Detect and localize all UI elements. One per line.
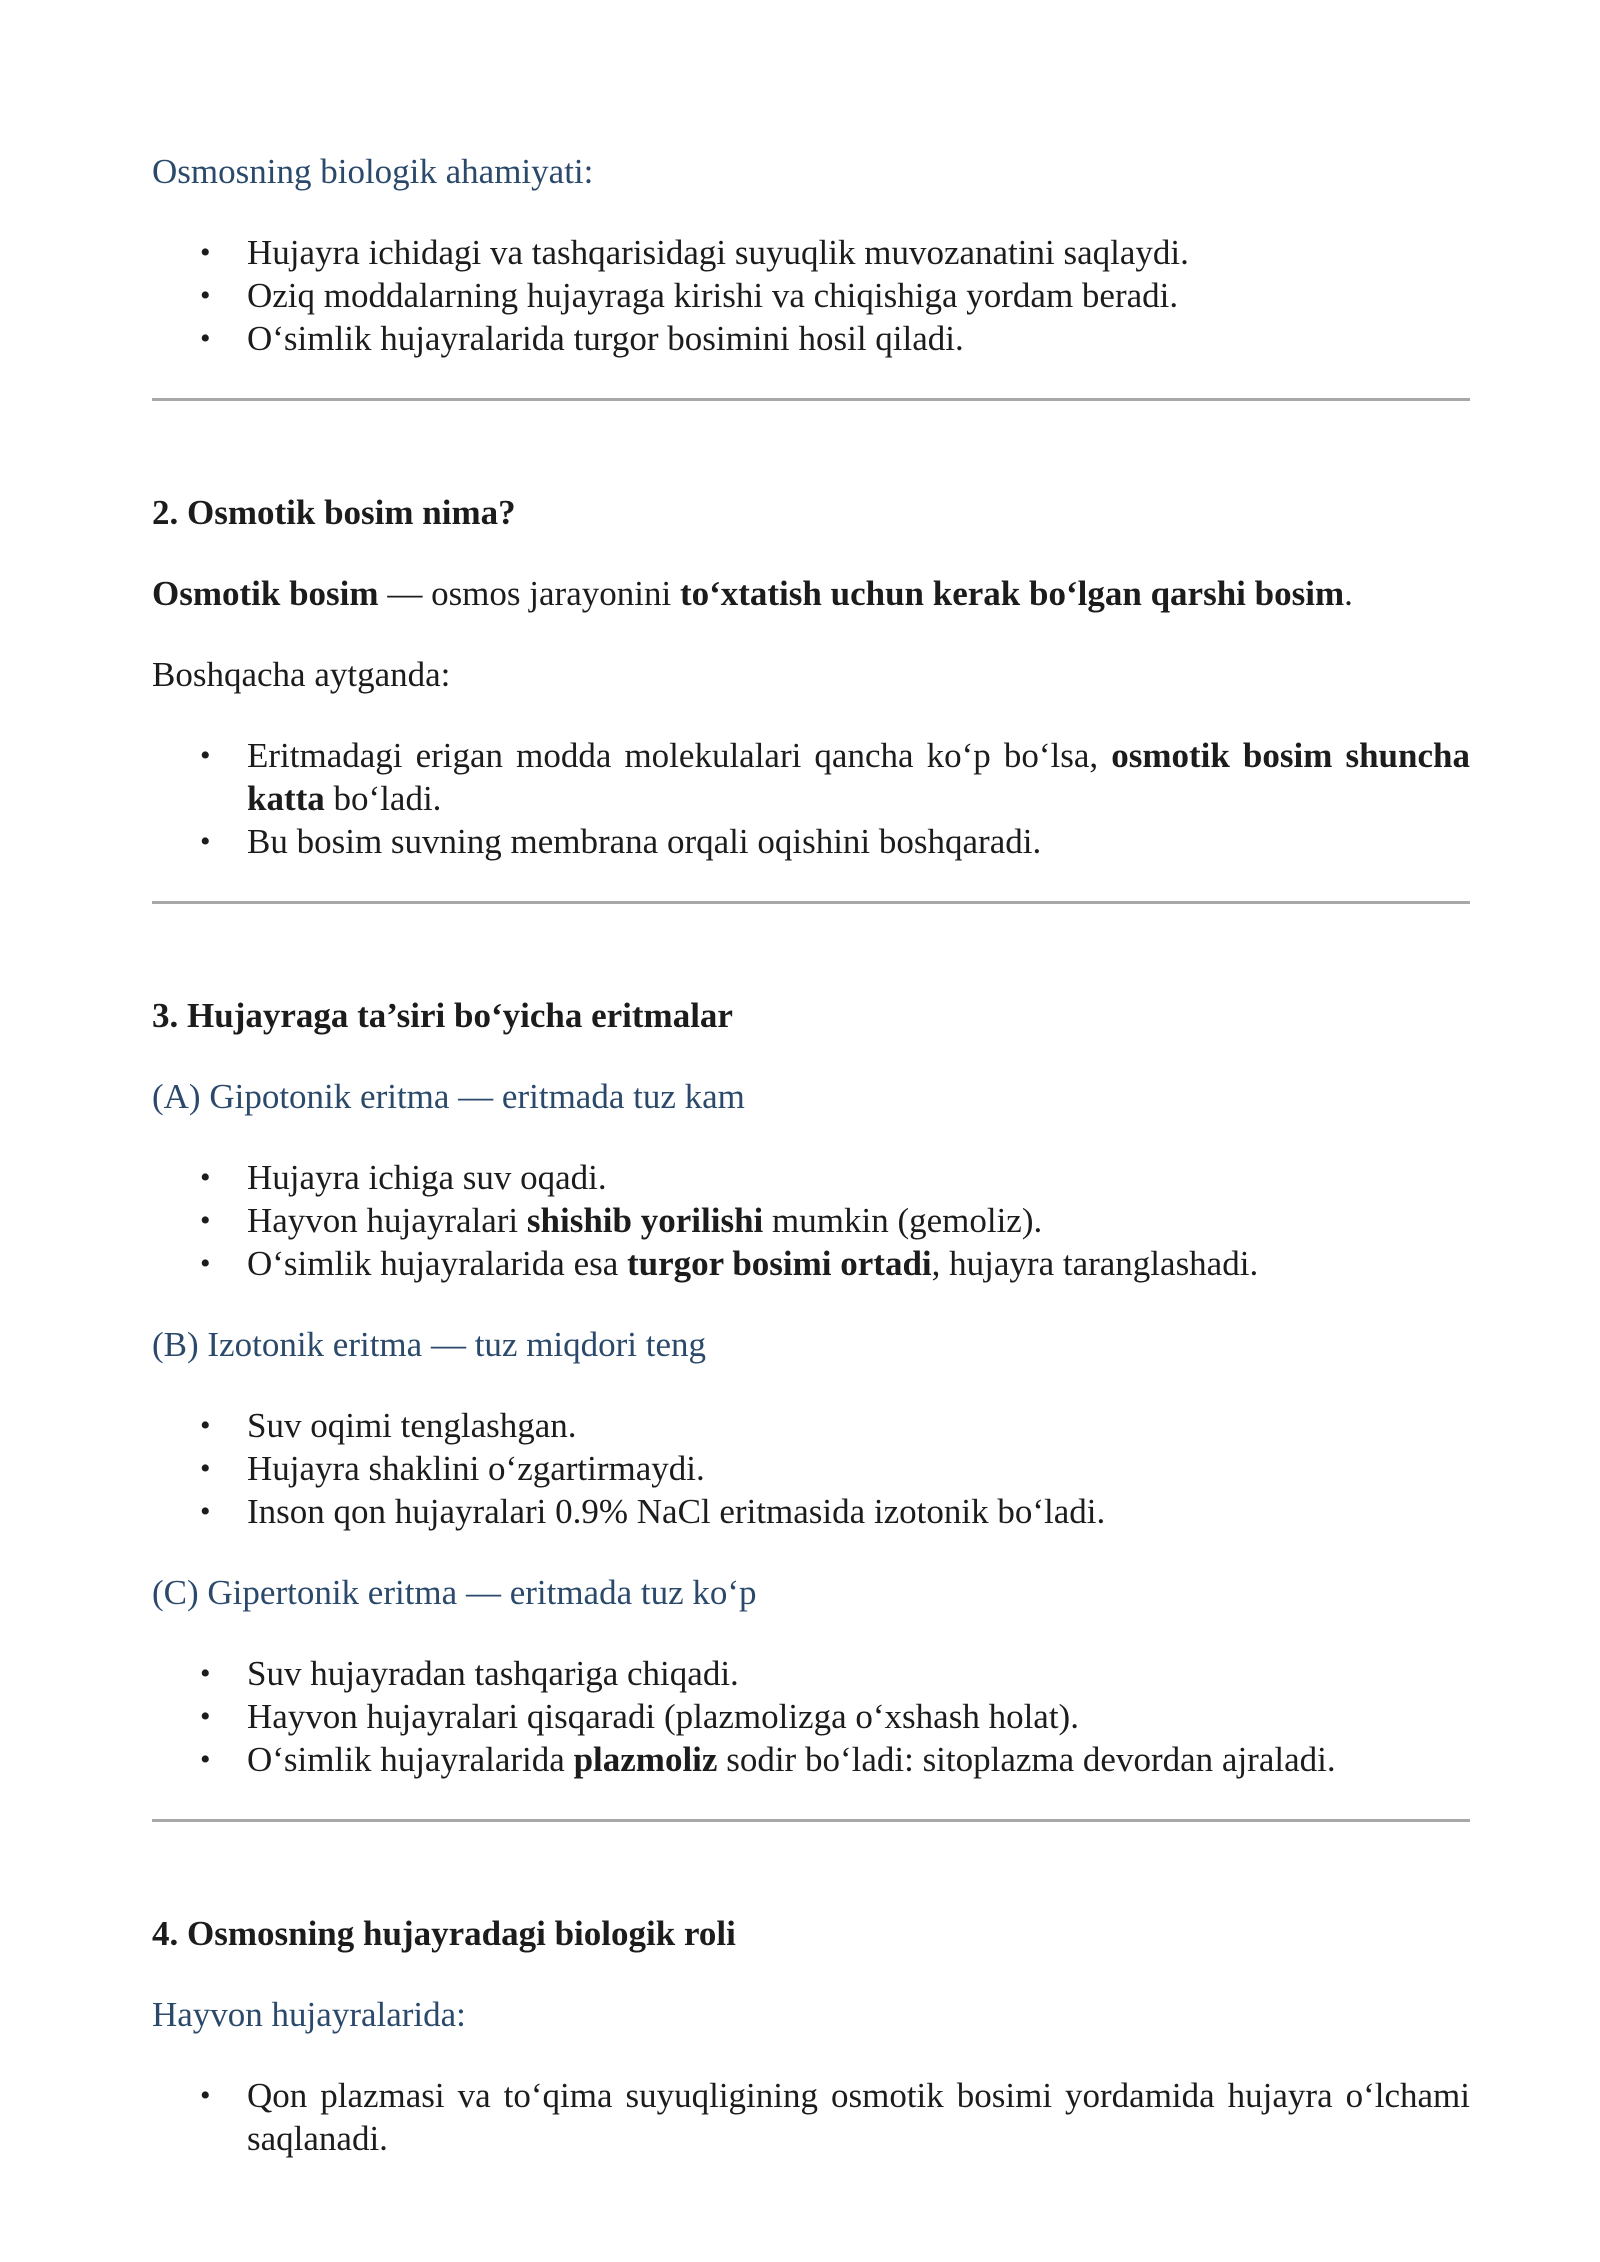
list-item: • O‘simlik hujayralarida turgor bosimini hosil qiladi.: [200, 319, 964, 358]
list-item: • Qon plazmasi va to‘qima suyuqligining osmotik bosimi yordamida hujayra o‘lchami saqlanadi.: [200, 2076, 1470, 2158]
list-item: • Suv oqimi tenglashgan.: [200, 1406, 577, 1445]
bullet-dot-icon: •: [200, 322, 211, 355]
definition-paragraph: Osmotik bosim — osmos jarayonini to‘xtatish uchun kerak bo‘lgan qarshi bosim.: [152, 574, 1353, 613]
horizontal-divider: [152, 398, 1470, 401]
list-item: • Inson qon hujayralari 0.9% NaCl eritmasida izotonik bo‘ladi.: [200, 1492, 1106, 1531]
bullet-dot-icon: •: [200, 739, 211, 772]
section-heading-biological-role: 4. Osmosning hujayradagi biologik roli: [152, 1914, 736, 1953]
section-heading-osmotic-pressure: 2. Osmotik bosim nima?: [152, 493, 516, 532]
document-content: [152, 150, 1470, 2160]
subheading-hypertonic: (C) Gipertonik eritma — eritmada tuz ko‘p: [152, 1573, 757, 1612]
definition-bold: to‘xtatish uchun kerak bo‘lgan qarshi bosim: [679, 574, 1345, 613]
bullet-dot-icon: •: [200, 1743, 211, 1776]
list-item: • Hujayra ichiga suv oqadi.: [200, 1158, 607, 1197]
subheading-biological-significance: Osmosning biologik ahamiyati:: [152, 152, 594, 191]
subheading-animal-cells: Hayvon hujayralarida:: [152, 1995, 466, 2034]
list-item: • Suv hujayradan tashqariga chiqadi.: [200, 1654, 739, 1693]
list-item: • Bu bosim suvning membrana orqali oqishini boshqaradi.: [200, 822, 1042, 861]
list-item: • Hayvon hujayralari qisqaradi (plazmolizga o‘xshash holat).: [200, 1697, 1079, 1736]
bullet-dot-icon: •: [200, 1409, 211, 1442]
list-item: • Eritmadagi erigan modda molekulalari qancha ko‘p bo‘lsa, osmotik bosim shuncha katta bo‘ladi.: [200, 736, 1470, 818]
subheading-hypotonic: (A) Gipotonik eritma — eritmada tuz kam: [152, 1077, 745, 1116]
bullet-list-osmotic-pressure: [152, 734, 1470, 863]
list-item: • Hayvon hujayralari shishib yorilishi mumkin (gemoliz).: [200, 1201, 1043, 1240]
horizontal-divider: [152, 1819, 1470, 1822]
definition-term: Osmotik bosim: [152, 574, 379, 613]
bullet-list-isotonic: [152, 1404, 1470, 1533]
bullet-dot-icon: •: [200, 1161, 211, 1194]
list-item: • O‘simlik hujayralarida plazmoliz sodir bo‘ladi: sitoplazma devordan ajraladi.: [200, 1740, 1336, 1779]
bullet-dot-icon: •: [200, 1452, 211, 1485]
bullet-dot-icon: •: [200, 825, 211, 858]
subheading-isotonic: (B) Izotonik eritma — tuz miqdori teng: [152, 1325, 707, 1364]
bullet-list-significance: [152, 231, 1470, 360]
bullet-dot-icon: •: [200, 1204, 211, 1237]
bullet-dot-icon: •: [200, 1247, 211, 1280]
bullet-dot-icon: •: [200, 1657, 211, 1690]
bullet-dot-icon: •: [200, 1700, 211, 1733]
horizontal-divider: [152, 901, 1470, 904]
bullet-dot-icon: •: [200, 236, 211, 269]
list-item: • Hujayra shaklini o‘zgartirmaydi.: [200, 1449, 705, 1488]
bullet-list-animal-cells: [152, 2074, 1470, 2160]
list-item: • Oziq moddalarning hujayraga kirishi va chiqishiga yordam beradi.: [200, 276, 1179, 315]
bullet-list-hypotonic: [152, 1156, 1470, 1285]
list-item: • Hujayra ichidagi va tashqarisidagi suyuqlik muvozanatini saqlaydi.: [200, 233, 1189, 272]
list-item: • O‘simlik hujayralarida esa turgor bosimi ortadi, hujayra taranglashadi.: [200, 1244, 1259, 1283]
section-heading-solutions: 3. Hujayraga ta’siri bo‘yicha eritmalar: [152, 996, 733, 1035]
bullet-dot-icon: •: [200, 1495, 211, 1528]
bullet-dot-icon: •: [200, 279, 211, 312]
bullet-list-hypertonic: [152, 1652, 1470, 1781]
bullet-dot-icon: •: [200, 2079, 211, 2112]
intro-paragraph: Boshqacha aytganda:: [152, 655, 451, 694]
